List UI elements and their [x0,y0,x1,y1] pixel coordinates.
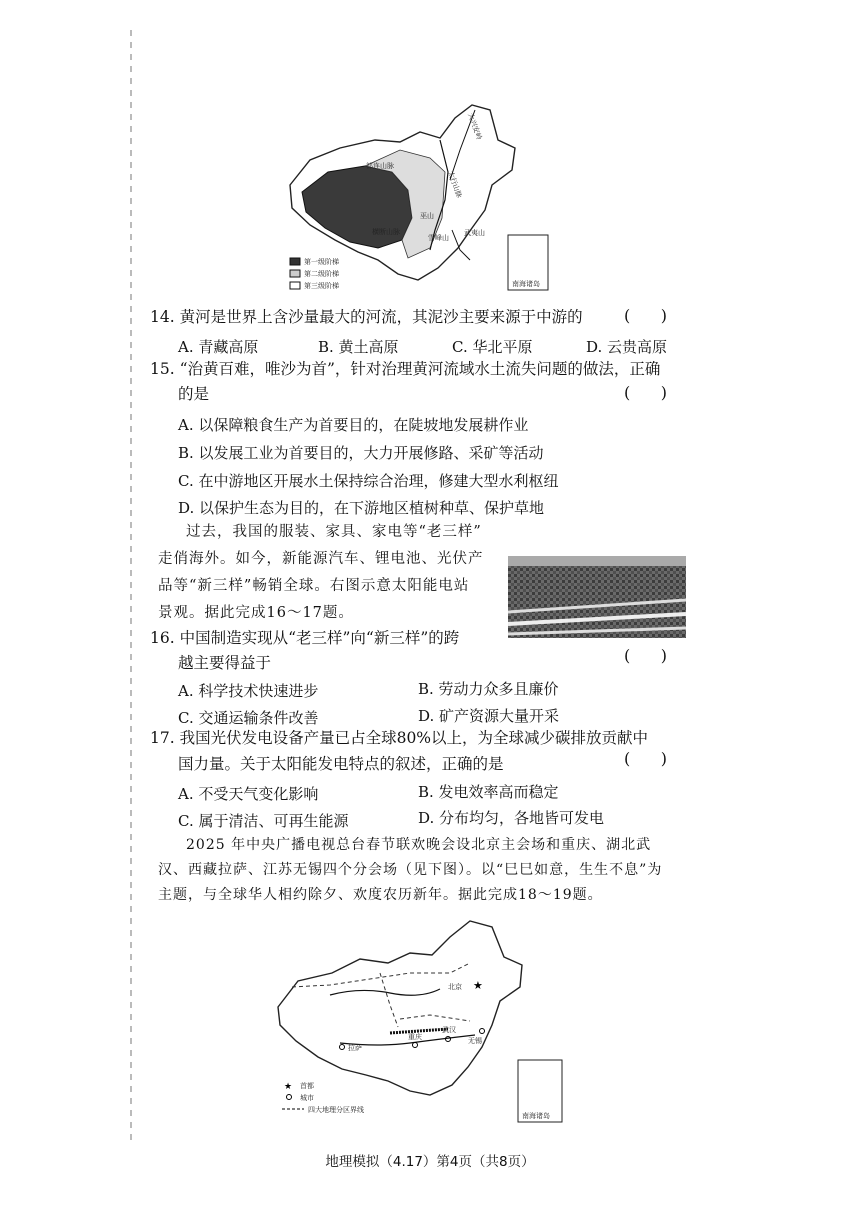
legend-label: 第一级阶梯 [304,258,339,266]
city-label-beijing: 北京 [448,983,462,991]
city-label-lhasa: 拉萨 [348,1044,362,1052]
question-15-option: C. 在中游地区开展水土保持综合治理，修建大型水利枢纽 [178,472,559,490]
china-outline [278,921,522,1095]
question-15-option: A. 以保障粮食生产为首要目的，在陡坡地发展耕作业 [178,416,529,434]
intro-18-19-line: 主题，与全球华人相约除夕、欢度农历新年。据此完成18～19题。 [158,887,603,903]
page-fold-line [130,30,132,1140]
question-16-stem-cont: 越主要得益于 [178,654,272,672]
question-16-option: B. 劳动力众多且廉价 [418,680,559,698]
gala-venues-map [270,915,580,1130]
question-16-option: D. 矿产资源大量开采 [418,707,560,725]
map1-label: 雪峰山 [428,234,449,242]
question-15-stem-cont: 的是 [178,385,210,403]
intro-18-19-line: 2025 年中央广播电视总台春节联欢晚会设北京主会场和重庆、湖北武 [186,837,652,853]
legend-swatch-third [290,282,300,289]
legend-swatch-first [290,258,300,265]
legend-star: ★ [284,1082,293,1092]
legend-label: 第三级阶梯 [304,282,339,290]
intro-16-17-line: 品等“新三样”畅销全球。右图示意太阳能电站 [158,578,470,594]
question-14-option: C. 华北平原 [452,338,533,356]
question-16-option: C. 交通运输条件改善 [178,709,319,727]
city-label-wuxi: 无锡 [468,1037,482,1045]
inset-label: 南海诸岛 [512,280,540,288]
legend-label: 四大地理分区界线 [308,1106,364,1114]
question-17-option: B. 发电效率高而稳定 [418,783,559,801]
question-14-option: B. 黄土高原 [318,338,399,356]
intro-16-17-line: 走俏海外。如今，新能源汽车、锂电池、光伏产 [158,551,484,567]
question-17-option: A. 不受天气变化影响 [178,785,319,803]
question-17-answer-bracket: ( ) [624,749,667,768]
question-16-answer-bracket: ( ) [624,646,667,665]
question-15-answer-bracket: ( ) [624,383,667,402]
capital-star: ★ [473,979,483,992]
question-17-stem-cont: 国力量。关于太阳能发电特点的叙述，正确的是 [178,755,504,773]
question-14-stem: 14. 黄河是世界上含沙量最大的河流，其泥沙主要来源于中游的 [150,308,583,326]
question-15-option: D. 以保护生态为目的，在下游地区植树种草、保护草地 [178,499,545,517]
city-label-wuhan: 武汉 [442,1026,456,1034]
question-16-stem: 16. 中国制造实现从“老三样”向“新三样”的跨 [150,629,460,647]
page-footer: 地理模拟（4.17）第4页（共8页） [325,1154,535,1170]
map1-label: 祁连山脉 [366,162,394,170]
city-label-chongqing: 重庆 [408,1033,422,1041]
question-15-stem: 15. “治黄百难，唯沙为首”，针对治理黄河流域水土流失问题的做法，正确 [150,360,661,378]
question-14-option: D. 云贵高原 [586,338,668,356]
question-17-option: D. 分布均匀，各地皆可发电 [418,809,605,827]
question-16-option: A. 科学技术快速进步 [178,682,319,700]
terrain-steps-map [280,100,580,300]
question-15-option: B. 以发展工业为首要目的，大力开展修路、采矿等活动 [178,444,544,462]
legend-swatch-second [290,270,300,277]
legend-label: 城市 [300,1094,314,1102]
inset-label: 南海诸岛 [522,1112,550,1120]
map1-label: 横断山脉 [372,228,400,236]
legend-city-marker [287,1095,292,1100]
question-14-option: A. 青藏高原 [178,338,259,356]
legend-label: 第二级阶梯 [304,270,339,278]
question-17-option: C. 属于清洁、可再生能源 [178,812,349,830]
map1-label: 太行山脉 [446,169,464,199]
solar-station-photo [508,556,686,638]
intro-16-17-line: 景观。据此完成16～17题。 [158,605,354,621]
map1-label: 武夷山 [464,229,485,237]
question-17-stem: 17. 我国光伏发电设备产量已占全球80%以上，为全球减少碳排放贡献中 [150,729,649,747]
legend-label: 首都 [300,1082,314,1090]
map1-label: 巫山 [420,212,434,220]
intro-18-19-line: 汉、西藏拉萨、江苏无锡四个分会场（见下图）。以“巳巳如意，生生不息”为 [158,862,663,878]
map1-label: 大兴安岭 [466,111,484,141]
question-14-answer-bracket: ( ) [624,306,667,325]
intro-16-17-line: 过去，我国的服装、家具、家电等“老三样” [186,524,482,540]
